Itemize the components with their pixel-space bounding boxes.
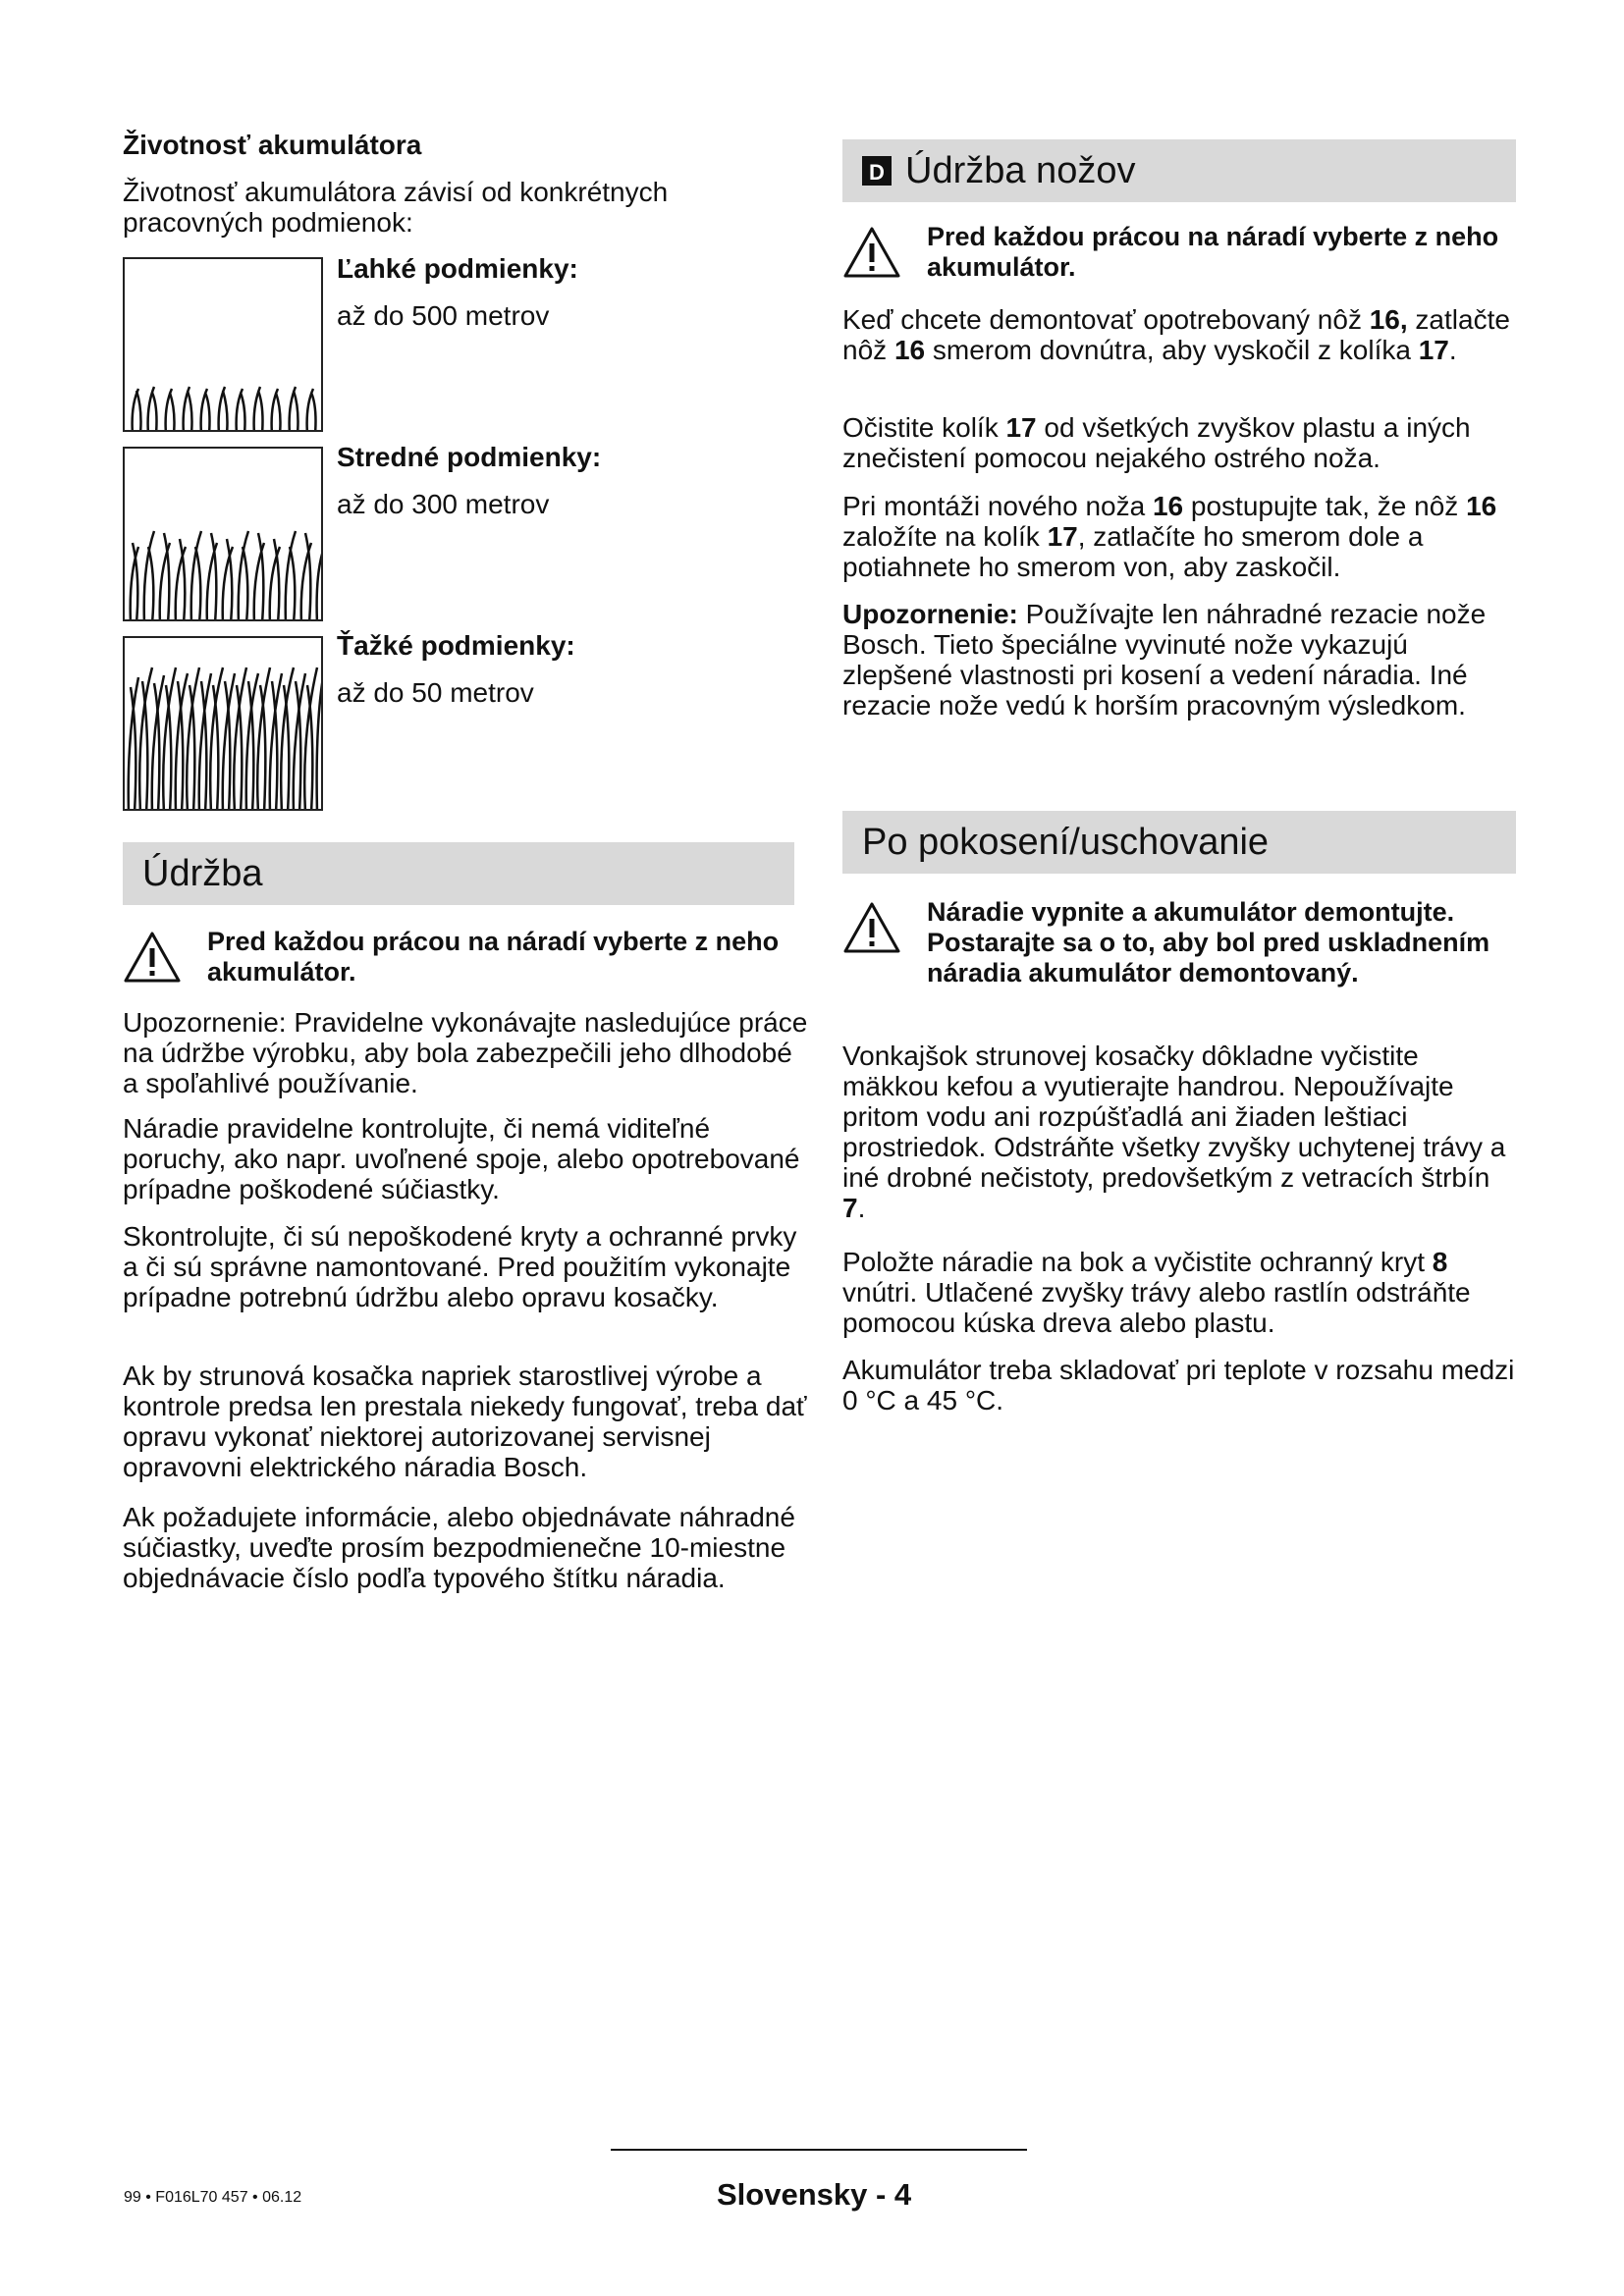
grass-medium-illustration: [123, 447, 323, 621]
blade-maintenance-title: Údržba nožov: [905, 150, 1136, 191]
storage-warning: [842, 895, 1516, 1023]
maintenance-paragraph-1: Upozornenie: Pravidelne vykonávajte nasledujúce práce na údržbe výrobku, aby bola zabezpečili jeho dlhodobé a spoľahlivé používanie.: [123, 1007, 808, 1098]
maintenance-title: Údržba: [142, 853, 263, 894]
storage-guard-paragraph: Položte náradie na bok a vyčistite ochranný kryt 8 vnútri. Utlačené zvyšky trávy alebo rastlín odstráňte pomocou kúska dreva alebo plastu.: [842, 1247, 1471, 1338]
blade-clean-paragraph: Očistite kolík 17 od všetkých zvyškov plastu a iných znečistení pomocou nejakého ostrého noža.: [842, 412, 1471, 473]
storage-title: Po pokosení/uschovanie: [862, 822, 1270, 863]
grass-light-illustration: [123, 257, 323, 432]
storage-cleaning-paragraph: Vonkajšok strunovej kosačky dôkladne vyčistite mäkkou kefou a vyutierajte handrou. Nepoužívajte pritom vodu ani rozpúšťadlá ani žiaden leštiaci prostriedok. Odstráňte všetky zvyšky uchytenej trávy a iné drobné nečistoty, predovšetkým z vetracích štrbín 7.: [842, 1041, 1506, 1223]
warning-triangle-icon: [842, 226, 901, 279]
grass-heavy-illustration: [123, 636, 323, 811]
blade-mount-paragraph: Pri montáži nového noža 16 postupujte tak, že nôž 16 založíte na kolík 17, zatlačíte ho smerom dole a potiahnete ho smerom von, aby zaskočil.: [842, 491, 1497, 582]
warning-triangle-icon: [842, 901, 901, 954]
maintenance-paragraph-3: Skontrolujte, či sú nepoškodené kryty a ochranné prvky a či sú správne namontované. Pred použitím vykonajte prípadne potrebnú údržbu alebo opravu kosačky.: [123, 1221, 797, 1312]
footer-page-label: Slovensky - 4: [717, 2177, 912, 2212]
warning-triangle-icon: [123, 931, 182, 984]
condition-heavy-range: až do 50 metrov: [337, 677, 534, 708]
figure-d-badge: D: [862, 156, 892, 186]
blade-warning: [842, 220, 1516, 289]
maintenance-paragraph-5: Ak požadujete informácie, alebo objednávate náhradné súčiastky, uveďte prosím bezpodmienečne 10-miestne objednávacie číslo podľa typového štítku náradia.: [123, 1502, 795, 1593]
maintenance-warning: [123, 925, 794, 993]
condition-medium-range: až do 300 metrov: [337, 489, 550, 519]
blade-maintenance-section-header: [842, 139, 1516, 202]
blade-warning-text: Pred každou prácou na náradí vyberte z neho akumulátor.: [927, 222, 1499, 282]
condition-light-title: Ľahké podmienky:: [337, 253, 578, 284]
maintenance-paragraph-2: Náradie pravidelne kontrolujte, či nemá viditeľné poruchy, ako napr. uvoľnené spoje, alebo opotrebované prípadne poškodené súčiastky.: [123, 1113, 800, 1204]
footer-doc-code: 99 • F016L70 457 • 06.12: [124, 2189, 302, 2206]
storage-temperature-paragraph: Akumulátor treba skladovať pri teplote v rozsahu medzi 0 °C a 45 °C.: [842, 1355, 1515, 1415]
blade-note-paragraph: Upozornenie: Používajte len náhradné rezacie nože Bosch. Tieto špeciálne vyvinuté nože vykazujú zlepšené vlastnosti pri kosení a vedení náradia. Iné rezacie nože vedú k horším pracovným výsledkom.: [842, 599, 1487, 721]
maintenance-paragraph-4: Ak by strunová kosačka napriek starostlivej výrobe a kontrole predsa len prestala niekedy fungovať, treba dať opravu vykonať niektorej autorizovanej servisnej opravovni elektrického náradia Bosch.: [123, 1361, 807, 1482]
storage-section-header: [842, 811, 1516, 874]
condition-heavy-title: Ťažké podmienky:: [337, 630, 575, 661]
blade-removal-paragraph: Keď chcete demontovať opotrebovaný nôž 16, zatlačte nôž 16 smerom dovnútra, aby vyskočil z kolíka 17.: [842, 304, 1510, 365]
maintenance-warning-text: Pred každou prácou na náradí vyberte z neho akumulátor.: [207, 927, 780, 987]
condition-medium-title: Stredné podmienky:: [337, 442, 602, 472]
condition-light-range: až do 500 metrov: [337, 300, 550, 331]
storage-warning-text: Náradie vypnite a akumulátor demontujte. Postarajte sa o to, aby bol pred uskladnením náradia akumulátor demontovaný.: [927, 897, 1490, 988]
battery-life-heading: Životnosť akumulátora: [123, 130, 422, 160]
battery-life-intro: Životnosť akumulátora závisí od konkrétnych pracovných podmienok:: [123, 177, 669, 238]
maintenance-section-header: [123, 842, 794, 905]
footer-rule: [611, 2149, 1027, 2151]
